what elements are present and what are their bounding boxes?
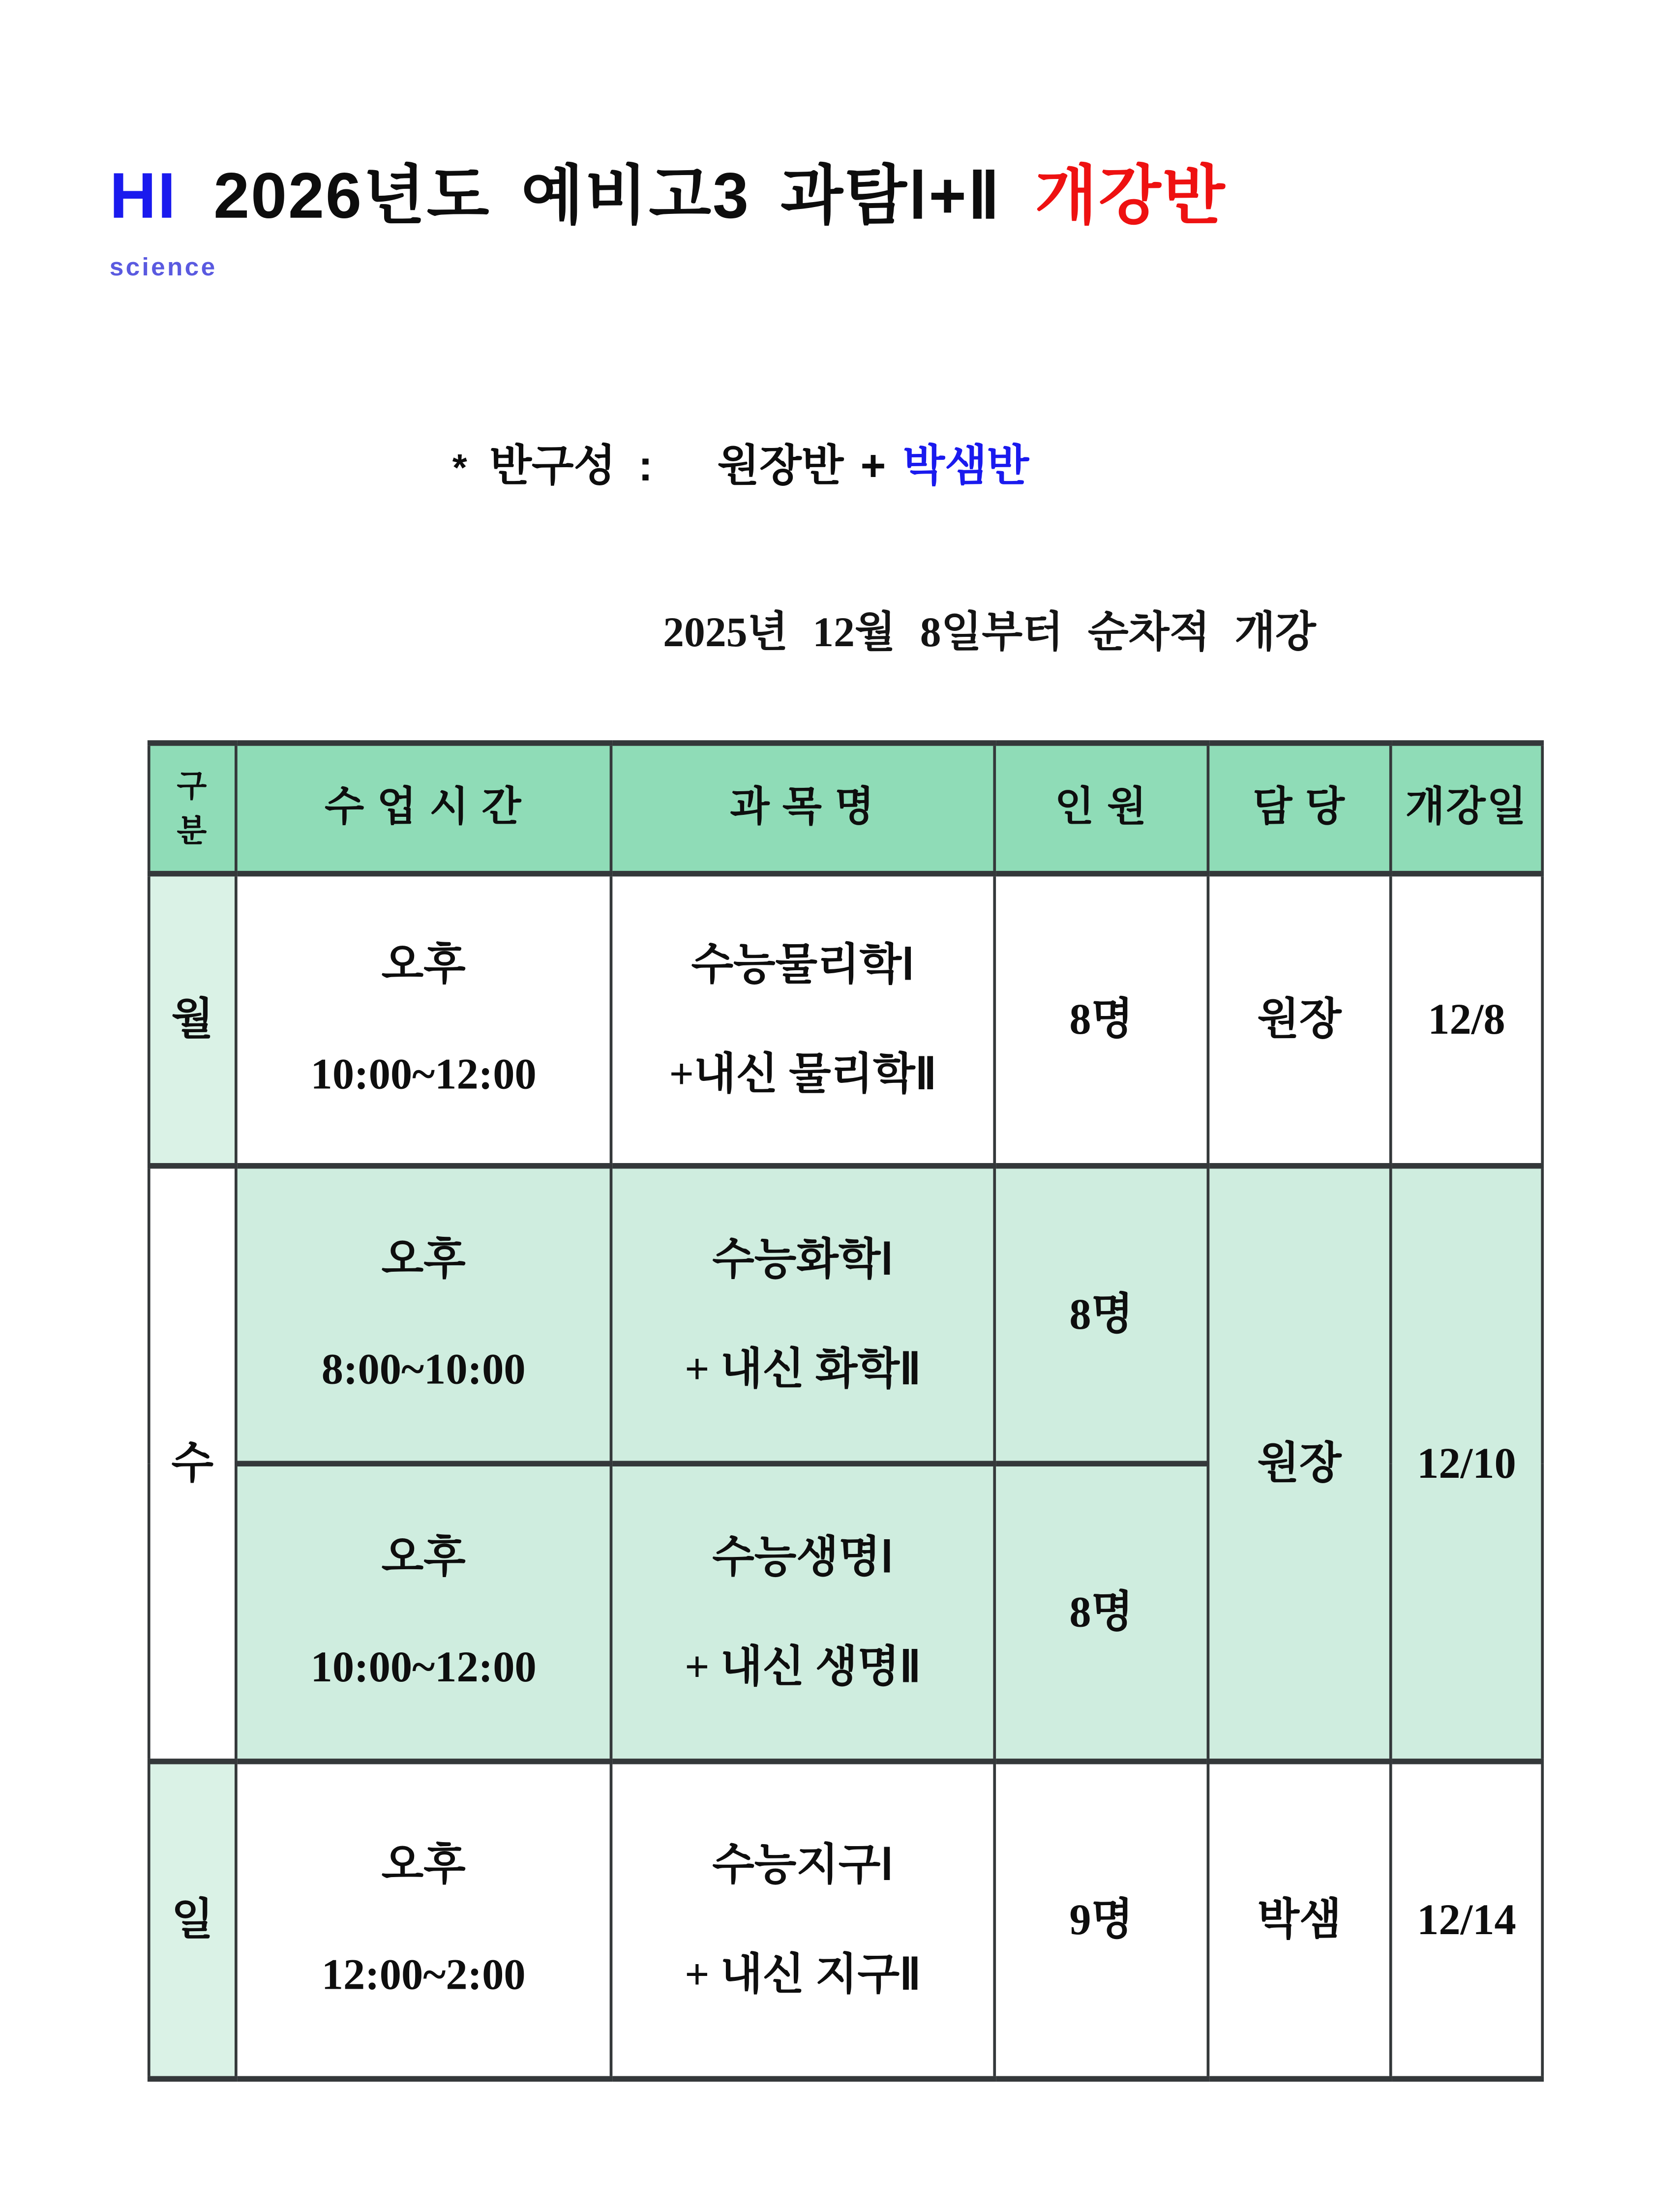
header-headcount: 인 원 xyxy=(994,743,1208,874)
cell-wed-teacher: 원장 xyxy=(1208,1166,1390,1762)
row-sunday xyxy=(149,1762,1542,2079)
composition-plus-sign: + xyxy=(860,441,886,490)
header-teacher: 담 당 xyxy=(1208,743,1390,874)
cell-wed-day: 수 xyxy=(149,1166,236,1762)
header-class-time: 수 업 시 간 xyxy=(236,743,611,874)
header-category-line2: 분 xyxy=(177,812,209,848)
time-line-1: 오후 xyxy=(381,1533,466,1583)
table-header-row xyxy=(149,743,1542,874)
cell-wed1-time xyxy=(236,1166,611,1464)
time-line-2: 12:00~2:00 xyxy=(321,1949,526,1999)
cell-mon-count: 8명 xyxy=(994,874,1208,1166)
composition-added-class: 박샘반 xyxy=(902,441,1029,490)
page-title xyxy=(110,145,1227,238)
cell-mon-teacher: 원장 xyxy=(1208,874,1390,1166)
schedule-start-note: 2025년 12월 8일부터 순차적 개강 xyxy=(663,609,1316,656)
subject-line-1: 수능생명Ⅰ xyxy=(712,1533,894,1583)
cell-mon-day: 월 xyxy=(149,874,236,1166)
subject-line-1: 수능화학Ⅰ xyxy=(712,1235,894,1285)
asterisk-bullet: * xyxy=(452,447,467,489)
cell-wed1-count: 8명 xyxy=(994,1166,1208,1464)
cell-sun-day: 일 xyxy=(149,1762,236,2079)
title-prefix-hi: HI xyxy=(109,158,177,232)
cell-sun-count: 9명 xyxy=(994,1762,1208,2079)
time-line-2: 10:00~12:00 xyxy=(310,1642,537,1691)
cell-wed2-subject xyxy=(611,1464,994,1762)
time-line-1: 오후 xyxy=(381,1235,466,1285)
time-line-2: 10:00~12:00 xyxy=(310,1049,537,1099)
subject-line-2: +내신 물리학Ⅱ xyxy=(669,1049,937,1099)
time-line-1: 오후 xyxy=(381,1840,466,1890)
title-highlight-text: 개강반 xyxy=(1034,158,1227,232)
time-line-2: 8:00~10:00 xyxy=(321,1344,526,1394)
composition-base-class: 원장반 xyxy=(717,441,844,490)
row-wednesday-1 xyxy=(149,1166,1542,1464)
cell-wed-start: 12/10 xyxy=(1391,1166,1542,1762)
header-start-date: 개강일 xyxy=(1391,743,1542,874)
cell-wed2-count: 8명 xyxy=(994,1464,1208,1762)
title-main-text: 2026년도 예비고3 과탐Ⅰ+Ⅱ xyxy=(213,158,1001,232)
subtitle-science: science xyxy=(109,253,217,281)
subject-line-1: 수능물리학Ⅰ xyxy=(691,940,915,989)
class-composition-line xyxy=(452,430,1029,493)
cell-wed2-time xyxy=(236,1464,611,1762)
subject-line-2: + 내신 생명Ⅱ xyxy=(685,1642,921,1691)
composition-colon: : xyxy=(638,441,653,490)
schedule-table xyxy=(148,740,1544,2082)
cell-wed1-subject xyxy=(611,1166,994,1464)
cell-mon-subject xyxy=(611,874,994,1166)
cell-sun-subject xyxy=(611,1762,994,2079)
cell-sun-teacher: 박샘 xyxy=(1208,1762,1390,2079)
row-monday xyxy=(149,874,1542,1166)
header-category-line1: 구 xyxy=(177,768,209,803)
cell-mon-start: 12/8 xyxy=(1391,874,1542,1166)
time-line-1: 오후 xyxy=(381,940,466,989)
cell-mon-time xyxy=(236,874,611,1166)
subject-line-1: 수능지구Ⅰ xyxy=(712,1840,894,1890)
header-category xyxy=(149,743,236,874)
subject-line-2: + 내신 지구Ⅱ xyxy=(685,1949,921,1999)
cell-sun-time xyxy=(236,1762,611,2079)
composition-label: 반구성 xyxy=(489,441,616,490)
cell-sun-start: 12/14 xyxy=(1391,1762,1542,2079)
header-subject-name: 과 목 명 xyxy=(611,743,994,874)
subject-line-2: + 내신 화학Ⅱ xyxy=(685,1344,921,1394)
